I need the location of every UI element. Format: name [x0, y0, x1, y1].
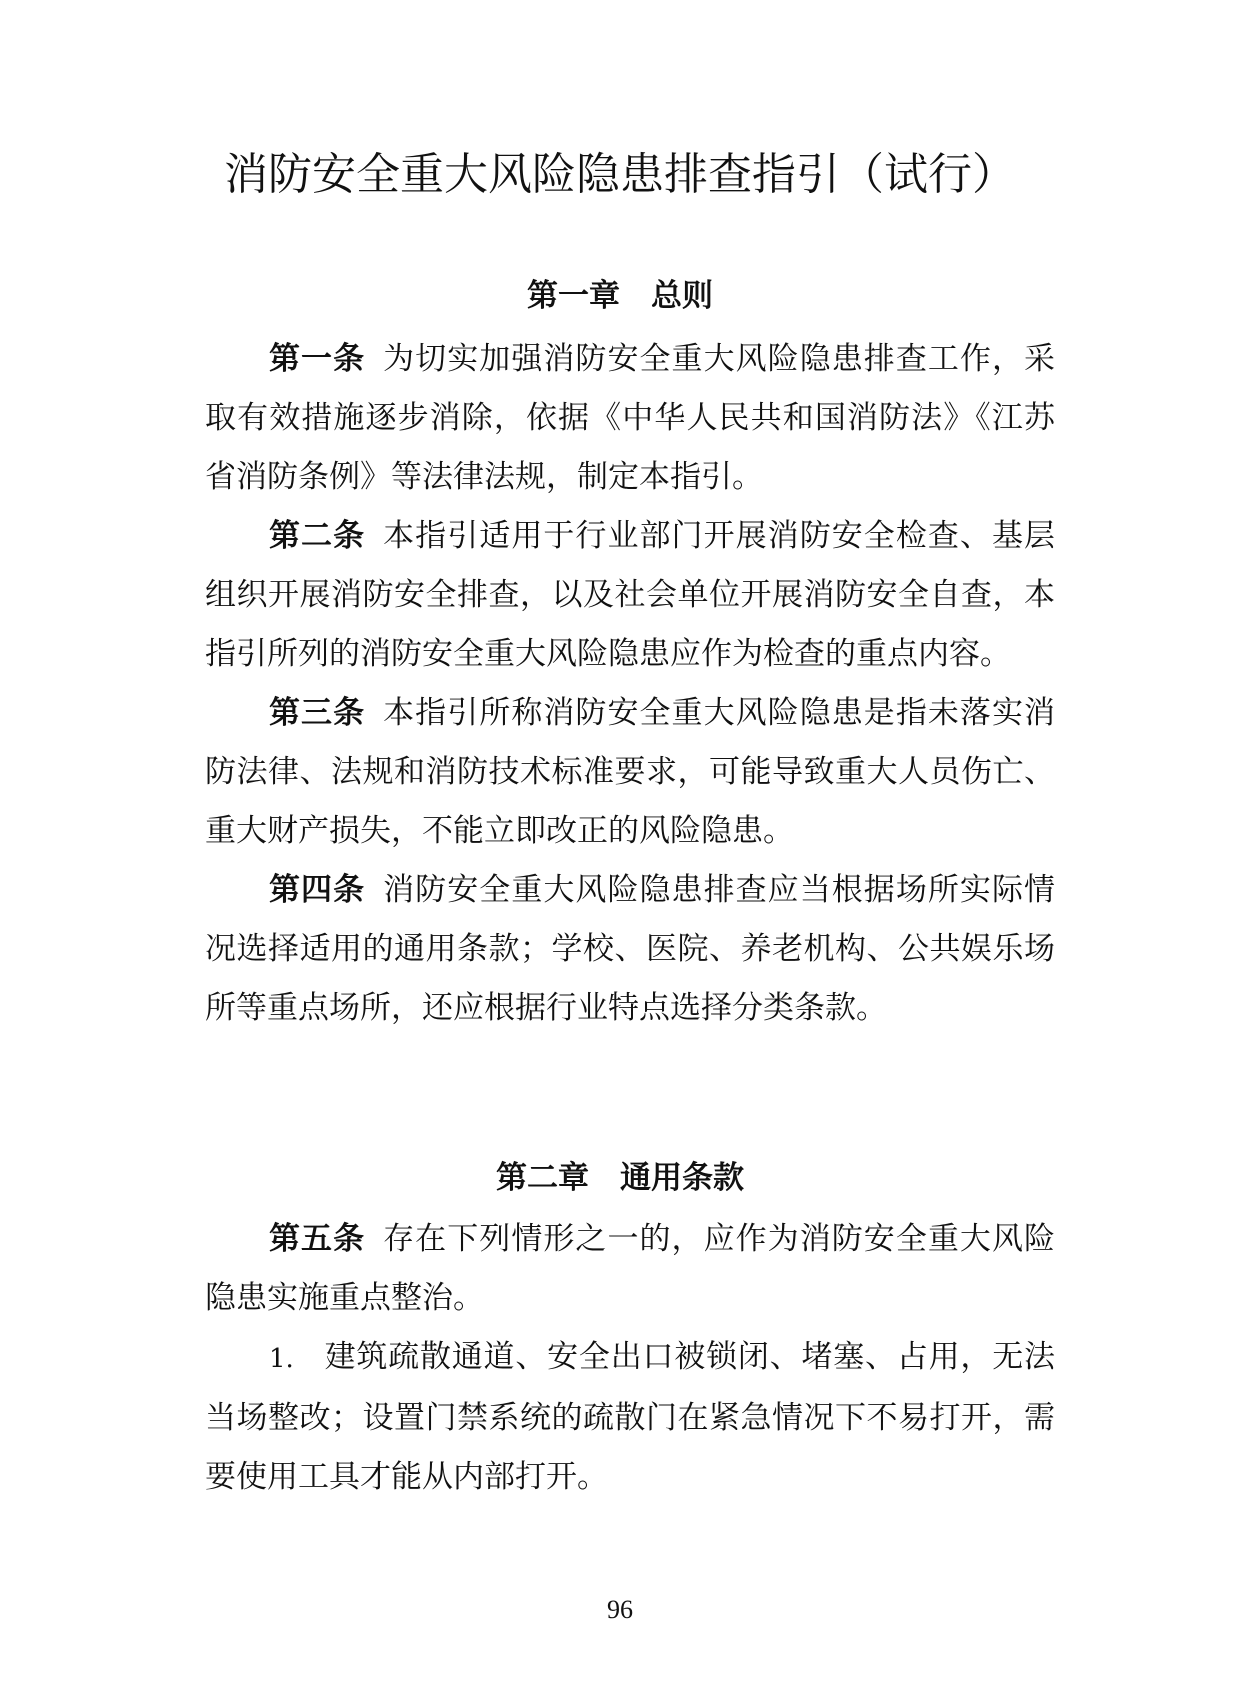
article-label: 第三条: [269, 695, 366, 731]
list-item: [205, 1328, 1055, 1507]
article-text: 消防安全重大风险隐患排查应当根据场所实际情况选择适用的通用条款；学校、医院、养老机构、公共娱乐场所等重点场所，还应根据行业特点选择分类条款。: [205, 872, 1056, 1026]
page-number: 96: [607, 1595, 633, 1624]
article-text: 存在下列情形之一的，应作为消防安全重大风险隐患实施重点整治。: [205, 1221, 1056, 1316]
document-title: 消防安全重大风险隐患排查指引（试行）: [224, 149, 1016, 200]
chapter-heading: 第二章 通用条款: [496, 1160, 744, 1196]
article-label: 第五条: [269, 1221, 366, 1257]
item-number: 1.: [269, 1344, 294, 1374]
item-text: 建筑疏散通道、安全出口被锁闭、堵塞、占用，无法当场整改；设置门禁系统的疏散门在紧急情况下不易打开，需要使用工具才能从内部打开。: [205, 1339, 1055, 1495]
article: [205, 1210, 1055, 1328]
article-label: 第二条: [269, 518, 366, 554]
article-text: 为切实加强消防安全重大风险隐患排查工作，采取有效措施逐步消除，依据《中华人民共和国消防法》《江苏省消防条例》等法律法规，制定本指引。: [205, 341, 1056, 495]
article-label: 第一条: [269, 341, 366, 377]
chapter-heading: 第一章 总则: [527, 278, 713, 314]
article-text: 本指引适用于行业部门开展消防安全检查、基层组织开展消防安全排查，以及社会单位开展消防安全自查，本指引所列的消防安全重大风险隐患应作为检查的重点内容。: [205, 518, 1056, 672]
article: [205, 330, 1055, 507]
chapter-1-body: [205, 330, 1055, 1038]
chapter-2-body: [205, 1210, 1055, 1507]
article: [205, 507, 1055, 684]
article-label: 第四条: [269, 872, 366, 908]
article: [205, 684, 1055, 861]
article-text: 本指引所称消防安全重大风险隐患是指未落实消防法律、法规和消防技术标准要求，可能导致重大人员伤亡、重大财产损失，不能立即改正的风险隐患。: [205, 695, 1056, 849]
article: [205, 861, 1055, 1038]
